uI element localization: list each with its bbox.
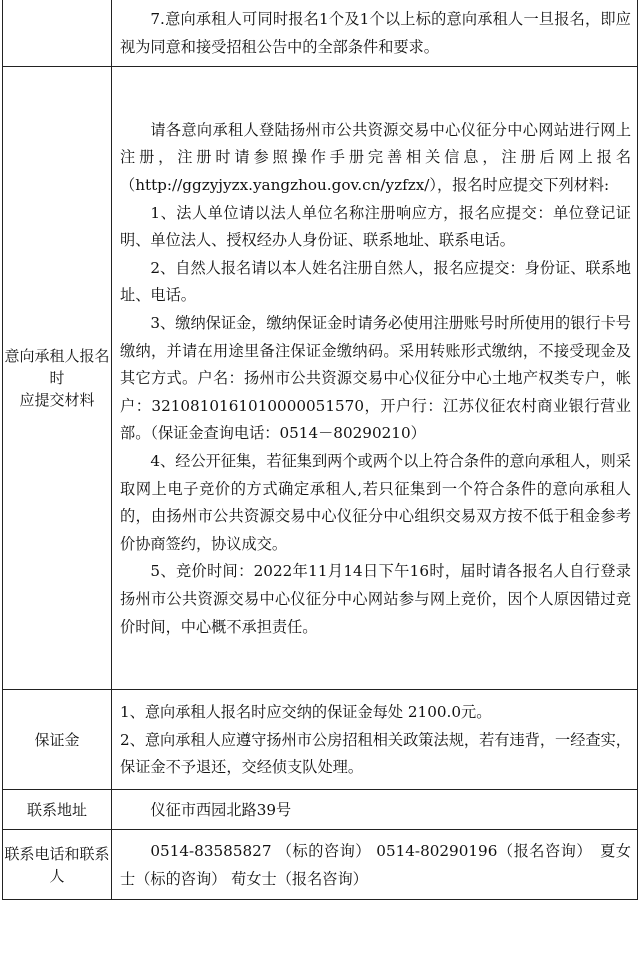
row-materials [3,67,638,690]
row-contact [3,830,638,900]
row-label-contact: 联系电话和联系人 [3,830,112,900]
materials-p4: 4、经公开征集，若征集到两个或两个以上符合条件的意向承租人，则采取网上电子竞价的方式确定承租人,若只征集到一个符合条件的意向承租人的，由扬州市公共资源交易中心仪征分中心组织交易双方按不低于租金参考价协商签约，协议成交。 [120,451,631,553]
materials-label-line1: 意向承租人报名 [4,347,110,365]
row-label-empty [3,0,112,67]
materials-label-line2: 时 [49,369,65,387]
row-address [3,790,638,830]
row-label-materials [3,67,112,690]
row-content-deposit [112,690,638,790]
row-item7 [3,0,638,67]
item7-text: 7.意向承租人可同时报名1个及1个以上标的意向承租人一旦报名，即应视为同意和接受招租公告中的全部条件和要求。 [120,9,631,56]
row-content-materials [112,67,638,690]
row-label-address: 联系地址 [3,790,112,830]
materials-p5: 5、竞价时间：2022年11月14日下午16时，届时请各报名人自行登录扬州市公共资源交易中心仪征分中心网站参与网上竞价，因个人原因错过竞价时间，中心概不承担责任。 [120,562,631,636]
address-text: 仪征市西园北路39号 [150,800,292,819]
row-content-address [112,790,638,830]
row-content-item7 [112,0,638,67]
row-content-contact [112,830,638,900]
contact-text: 0514-83585827 （标的咨询） 0514-80290196（报名咨询） 夏女士（标的咨询） 荀女士（报名咨询） [120,841,631,888]
materials-label-line3: 应提交材料 [19,391,95,409]
materials-p3: 3、缴纳保证金，缴纳保证金时请务必使用注册账号时所使用的银行卡号缴纳，并请在用途里备注保证金缴纳码。采用转账形式缴纳，不接受现金及其它方式。户名：扬州市公共资源交易中心仪征分中心土地产权类专户，帐户：3210810161010000051570，开户行：江苏仪征农村商业银行营业部。（保证金查询电话：0514－80290210） [120,314,631,443]
deposit-p1: 1、意向承租人报名时应交纳的保证金每处 2100.0元。 [120,703,492,722]
deposit-p2: 2、意向承租人应遵守扬州市公房招租相关政策法规，若有违背，一经查实，保证金不予退还，交经侦支队处理。 [120,730,631,777]
row-deposit [3,690,638,790]
materials-intro: 请各意向承租人登陆扬州市公共资源交易中心仪征分中心网站进行网上注册，注册时请参照操作手册完善相关信息，注册后网上报名（http://ggzyjyzx.yangzhou.gov.cn/yzfzx/），报名时应提交下列材料: [120,120,631,195]
notice-table [2,0,638,900]
row-label-deposit: 保证金 [3,690,112,790]
materials-p2: 2、自然人报名请以本人姓名注册自然人，报名应提交：身份证、联系地址、电话。 [120,258,631,305]
materials-p1: 1、法人单位请以法人单位名称注册响应方，报名应提交：单位登记证明、单位法人、授权经办人身份证、联系地址、联系电话。 [120,203,631,250]
